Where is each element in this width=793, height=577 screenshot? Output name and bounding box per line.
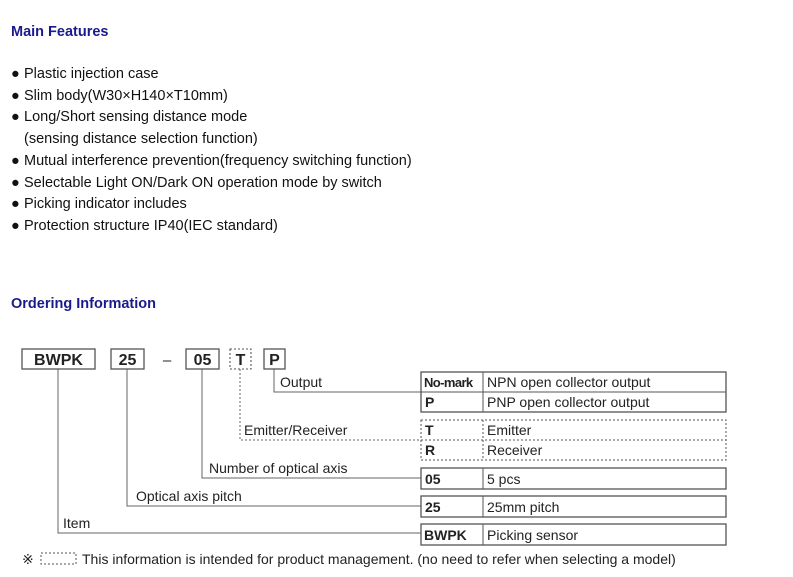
feature-item: ● Plastic injection case <box>11 66 159 82</box>
feature-item-continuation: (sensing distance selection function) <box>24 131 258 148</box>
main-features-heading: Main Features <box>11 24 109 40</box>
optical-axis-desc: 5 pcs <box>487 471 521 487</box>
features-list <box>11 64 412 238</box>
pitch-desc: 25mm pitch <box>487 499 560 515</box>
item-code: BWPK <box>424 527 467 543</box>
label-item: Item <box>63 515 91 531</box>
note-mark: ※ <box>22 551 34 567</box>
item-option-table <box>421 524 726 545</box>
output-desc-pnp: PNP open collector output <box>487 394 650 410</box>
pitch-option-table <box>421 496 726 517</box>
output-options-table <box>421 372 726 412</box>
label-optical-axis-count: Number of optical axis <box>209 460 348 476</box>
code-emitter-receiver: T <box>235 352 246 369</box>
receiver-code: R <box>425 442 436 458</box>
emitter-code: T <box>425 422 434 438</box>
code-dash: – <box>162 352 172 369</box>
item-desc: Picking sensor <box>487 527 579 543</box>
emitter-receiver-options-table <box>421 420 726 460</box>
code-output: P <box>269 352 280 369</box>
ordering-information-heading: Ordering Information <box>11 296 156 312</box>
optical-axis-option-table <box>421 468 726 489</box>
feature-item: ● Picking indicator includes <box>11 196 187 213</box>
label-optical-axis-pitch: Optical axis pitch <box>136 488 242 504</box>
feature-item: ● Protection structure IP40(IEC standard) <box>11 217 278 234</box>
pitch-code: 25 <box>425 499 441 515</box>
code-model: BWPK <box>34 352 83 369</box>
leader-lines <box>58 369 421 533</box>
feature-item: ● Long/Short sensing distance mode <box>11 109 248 126</box>
label-output: Output <box>280 374 323 390</box>
ordering-code-diagram <box>0 340 793 577</box>
output-code-npn: No-mark <box>424 375 473 390</box>
code-axis: 05 <box>193 352 212 369</box>
output-desc-npn: NPN open collector output <box>487 374 651 390</box>
feature-item: ● Mutual interference prevention(frequency switching function) <box>11 152 412 169</box>
output-code-pnp: P <box>425 394 435 410</box>
feature-item: ● Selectable Light ON/Dark ON operation mode by switch <box>11 174 382 191</box>
code-pitch: 25 <box>118 352 137 369</box>
note-dashed-box-icon <box>41 553 76 564</box>
optical-axis-code: 05 <box>425 471 441 487</box>
note-text: This information is intended for product management. (no need to refer when selecting a model) <box>82 551 676 567</box>
code-boxes <box>22 349 285 369</box>
receiver-desc: Receiver <box>487 442 543 458</box>
management-note <box>22 551 676 567</box>
emitter-desc: Emitter <box>487 422 532 438</box>
label-emitter-receiver: Emitter/Receiver <box>244 422 348 438</box>
feature-item: ● Slim body(W30×H140×T10mm) <box>11 87 228 104</box>
